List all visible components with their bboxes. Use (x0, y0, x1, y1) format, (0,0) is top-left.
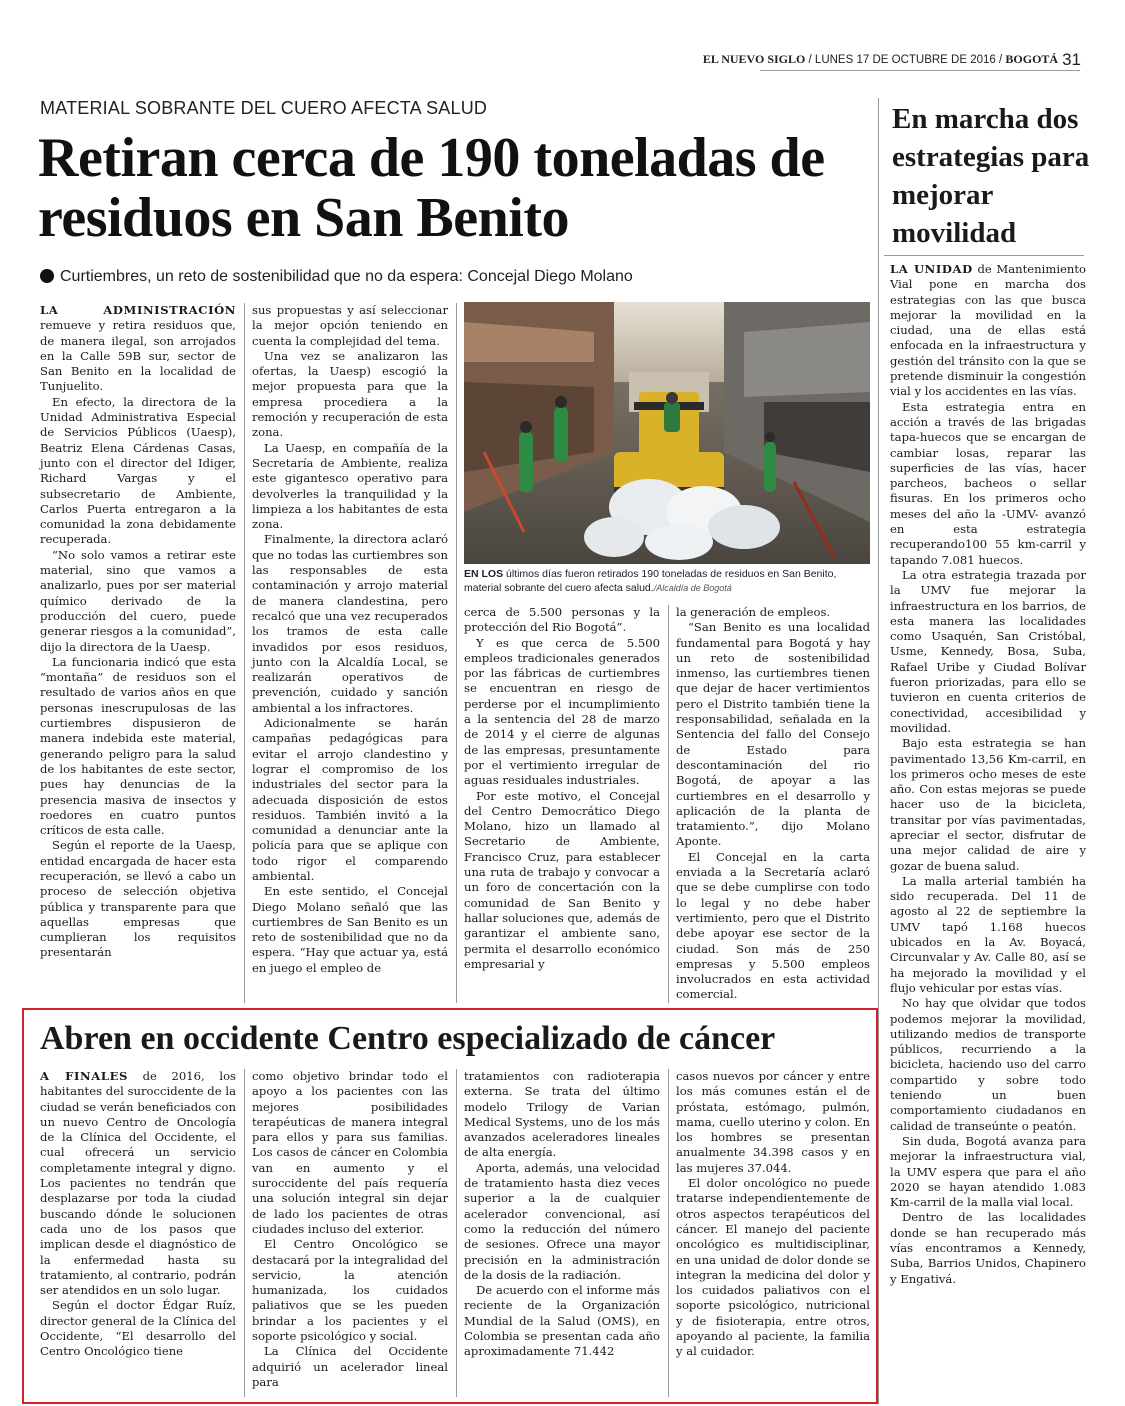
main-deck (40, 268, 633, 286)
column-divider (244, 303, 245, 1003)
paragraph: Según el reporte de la Uaesp, entidad encargada de hacer esta recuperación, se llevó a cabo un proceso de selección objetiva pública y transparente para que aquellas empresas que cumplieran los requisitos presentarán (40, 838, 236, 960)
paragraph: En efecto, la directora de la Unidad Administrativa Especial de Servicios Públicos (Uaesp), Beatriz Elena Cárdenas Casas, junto con el director del Idiger, Richard Vargas y el subsecretario de Ambiente, Carlos Puerta entregaron a la comunidad la zona debidamente recuperada. (40, 394, 236, 547)
paragraph: La otra estrategia trazada por la UMV fue mejorar la infraestructura en los barrios, de esta manera las localidades como Usaquén, San Cristóbal, Usme, Kennedy, Bosa, Suba, Rafael Uribe y Ciudad Bolívar fueron priorizadas, para ello se tuvieron en cuenta criterios de conectividad, accesibilidad y movilidad. (890, 567, 1086, 735)
paragraph: Según el doctor Édgar Ruíz, director general de la Clínica del Occidente, “El desarrollo del Centro Oncológico tiene (40, 1298, 236, 1359)
section-name: BOGOTÁ (1005, 52, 1059, 66)
photo-caption (464, 568, 870, 595)
paragraph: Y es que cerca de 5.500 empleos tradicionales generados por las fábricas de curtiembres se encuentran en riesgo de perderse por el incumplimiento a la sentencia del 28 de marzo de 2014 y el cierre de algunas de las empresas, presuntamente por el vertimiento irregular de aguas residuales industriales. (464, 635, 660, 788)
paragraph: la generación de empleos. (676, 605, 831, 619)
column-divider (668, 605, 669, 1003)
paragraph: Aporta, además, una velocidad de tratamiento hasta diez veces superior a la de cualquier acelerador convencional, así como la reducción del número de sesiones. Ofrece una mayor precisión en la administración de la dosis de la radiación. (464, 1160, 660, 1282)
paragraph: La Uaesp, en compañía de la Secretaría de Ambiente, realiza este gigantesco operativo para devolverles la tranquilidad y la limpieza a los habitantes de esta zona. (252, 440, 448, 532)
paragraph: LA UNIDAD de Mantenimiento Vial pone en marcha dos estrategias con las que busca mejorar la movilidad en la ciudad, una de ellas está enfocada en la infraestructura y gestión del tránsito con la que se pretende disminuir la congestión vial y los accidentes en las vías. (890, 262, 1086, 399)
paragraph: El dolor oncológico no puede tratarse independientemente de otros aspectos terapéuticos del cáncer. El manejo del paciente oncológico es multidisciplinar, en una unidad de dolor donde se integran la medicina del dolor y los cuidados paliativos con el soporte psicológico, nutricional y de fisioterapia, entre otros, apoyando al paciente, la familia y al cuidador. (676, 1176, 870, 1359)
running-head-rule (760, 70, 1080, 71)
issue-date: / LUNES 17 DE OCTUBRE DE 2016 / (805, 54, 1006, 66)
lead-in: A FINALES (40, 1069, 128, 1083)
box-column-4 (676, 1069, 870, 1360)
column-divider (668, 1069, 669, 1397)
paragraph: Finalmente, la directora aclaró que no todas las curtiembres son las responsables de esta contaminación y arrojo material de manera clandestina, pero recalcó que una vez recuperados los tramos de esta calle invadidos por esos residuos, junto con la Alcaldía Local, se realizarán operativos de prevención, cuidado y sanción ambiental a los infractores. (252, 532, 448, 715)
paragraph: Dentro de las localidades donde se han recuperado más vías encontramos a Kennedy, Suba, Barrios Unidos, Chapinero y Engativá. (890, 1210, 1086, 1286)
paragraph: tratamientos con radioterapia externa. Se trata del último modelo Trilogy de Varian Medical Systems, uno de los más avanzados aceleradores lineales de alta energía. (464, 1069, 660, 1160)
paragraph: Sin duda, Bogotá avanza para mejorar la infraestructura vial, la UMV espera que para el año 2020 se hayan atendido 1.083 Km-carril de la malla vial local. (890, 1133, 1086, 1210)
box-column-3 (464, 1069, 660, 1360)
article-photo (464, 302, 870, 564)
side-title-rule (884, 255, 1084, 256)
paragraph: como objetivo brindar todo el apoyo a los pacientes con las mejores posibilidades terapéuticas de manera integral para ellos y para sus familias. Los casos de cáncer en Colombia van en aumento y el suroccidente del país requería una solución integral sin dejar de lado los pacientes de otras ciudades incluso del exterior. (252, 1069, 448, 1236)
paragraph: Por este motivo, el Concejal del Centro Democrático Diego Molano, hizo un llamado al Secretario de Ambiente, Francisco Cruz, para establecer una ruta de trabajo y convocar a un foro de concertación con la comunidad de San Benito y hallar soluciones que, además de garantizar el ambiente sano, permita el desarrollo económico empresarial y (464, 788, 660, 971)
paragraph: LA ADMINISTRACIÓN remueve y retira residuos que, de manera ilegal, son arrojados en la Calle 59B sur, sector de San Benito en la localidad de Tunjuelito. (40, 303, 236, 394)
paragraph: La Clínica del Occidente adquirió un acelerador lineal para (252, 1344, 448, 1389)
paragraph: “San Benito es una localidad fundamental para Bogotá y hay un reto de sostenibilidad inmenso, las curtiembres tienen que dejar de hacer vertimientos pero el Distrito también tiene la responsabilidad, señalada en la Sentencia del fallo del Consejo de Estado para descontaminación del rio Bogotá, de apoyar a las curtiembres en el desarrollo y aplicación de la planta de tratamiento.”, dijo Molano Aponte. (676, 620, 870, 849)
page-number: 31 (1062, 50, 1081, 69)
photo-illustration (464, 302, 870, 564)
main-kicker: MATERIAL SOBRANTE DEL CUERO AFECTA SALUD (40, 98, 488, 118)
column-divider (456, 303, 457, 1003)
lead-in: LA ADMINISTRACIÓN (40, 303, 236, 317)
box-column-2 (252, 1069, 448, 1390)
paragraph: Bajo esta estrategia se han pavimentado 13,56 Km-carril, en los primeros ocho meses de este año. Con estas mejoras se puede hacer uso de la bicicleta, transitar por vías pavimentadas, apreciar el sector, disfrutar de una mejor calidad de aire y gozar de buena salud. (890, 736, 1086, 873)
paragraph: Esta estrategia entra en acción a través de las brigadas tapa-huecos que se encargan de cambiar losas, reparar las superficies de las vías, hacer parcheos, bacheos o sellar fisuras. En los primeros ocho meses del año la -UMV- avanzó en esta estrategia recuperando100 55 km-carril y tapando 7.081 huecos. (890, 399, 1086, 567)
paragraph: De acuerdo con el informe más reciente de la Organización Mundial de la Salud (OMS), en Colombia se presentan cada año aproximadamente 71.442 (464, 1283, 660, 1359)
deck-text: Curtiembres, un reto de sostenibilidad que no da espera: Concejal Diego Molano (60, 268, 633, 285)
paragraph: No hay que olvidar que todos podemos mejorar la movilidad, utilizando medios de transporte públicos, recurriendo a la bicicleta, haciendo uso del carro compartido y sobre todo teniendo un buen comportamiento ciudadanos en calidad de transeúnte o peatón. (890, 996, 1086, 1133)
main-headline: Retiran cerca de 190 toneladas de residuos en San Benito (38, 127, 825, 249)
main-column-3 (464, 605, 660, 972)
paragraph: La funcionaria indicó que esta “montaña” de residuos son el resultado de varios años en que personas inescrupulosas de las curtiembres dispusieron de manera indebida este material, generando peligro para la salud de los habitantes de este sector, pues hay denuncias de la presencia masiva de insectos y roedores en cuatro puntos críticos de esta calle. (40, 654, 236, 838)
paragraph: El Centro Oncológico se destacará por la integralidad del servicio, la atención humanizada, los cuidados paliativos que se les pueden brindar a los pacientes y el soporte psicológico y social. (252, 1237, 448, 1344)
box-headline: Abren en occidente Centro especializado de cáncer (40, 1020, 776, 1057)
paragraph: En este sentido, el Concejal Diego Molano señaló que las curtiembres de San Benito es un reto de sostenibilidad que no da espera. “Hay que actuar ya, está en juego el empleo de (252, 884, 448, 975)
caption-lead: EN LOS (464, 568, 504, 580)
running-head (703, 50, 1081, 70)
side-column (890, 262, 1086, 1287)
paragraph: Adicionalmente se harán campañas pedagógicas para evitar el arrojo clandestino y lograr el compromiso de los industriales del sector para la adecuada disposición de estos residuos. También invitó a la comunidad a denunciar ante la policía para que se aplique con todo rigor el comparendo ambiental. (252, 716, 448, 883)
bullet-icon (40, 269, 54, 283)
side-divider (878, 98, 879, 1404)
paragraph: La malla arterial también ha sido recuperada. Del 11 de agosto al 22 de septiembre la UMV tapó 1.168 huecos ubicados en la Av. Boyacá, Circunvalar y Av. Calle 80, así se ha mejorado la movilidad y el flujo vehicular por estas vías. (890, 873, 1086, 995)
box-column-1 (40, 1069, 236, 1360)
caption-text: últimos días fueron retirados 190 toneladas de residuos en San Benito, material sobrante del cuero afecta salud. (464, 568, 837, 594)
main-column-1 (40, 303, 236, 961)
paragraph: Una vez se analizaron las ofertas, la Uaesp) escogió la mejor propuesta para que la empresa procediera a la remoción y recuperación de esta zona. (252, 348, 448, 440)
paragraph: casos nuevos por cáncer y entre los más comunes están el de próstata, estómago, pulmón, mama, cuello uterino y colon. En los hombres se presentan anualmente 34.398 casos y en las mujeres 37.044. (676, 1069, 870, 1175)
lead-in: LA UNIDAD (890, 262, 973, 276)
paragraph: cerca de 5.500 personas y la protección del Rio Bogotá”. (464, 605, 660, 635)
column-divider (456, 1069, 457, 1397)
paragraph: El Concejal en la carta enviada a la Secretaría aclaró que se debe cumplirse con todo lo legal y no debe haber vertimiento, pero que el Distrito debe apoyar ese sector de la ciudad. Son más de 250 empresas y 5.500 empleos involucrados en esta actividad comercial. (676, 849, 870, 1002)
paragraph: “No solo vamos a retirar este material, sino que vamos a analizarlo, pues por ser material químico derivado de la producción del cuero, puede generar riesgos a la comunidad”, dijo la directora de la Uaesp. (40, 547, 236, 654)
column-divider (244, 1069, 245, 1397)
paragraph: A FINALES de 2016, los habitantes del suroccidente de la ciudad se verán beneficiados con un nuevo Centro de Oncología de la Clínica del Occidente, el cual ofrecerá un servicio completamente integral y digno. Los pacientes no tendrán que desplazarse por toda la ciudad buscando dónde le solucionen cada uno de los pasos que implican desde el diagnóstico de la enfermedad hasta su tratamiento, al contrario, podrán ser atendidos en un solo lugar. (40, 1069, 237, 1298)
paragraph: sus propuestas y así seleccionar la mejor opción teniendo en cuenta la complejidad del tema. (252, 303, 448, 348)
main-column-2 (252, 303, 448, 976)
paper-name: EL NUEVO SIGLO (702, 52, 806, 66)
photo-credit: /Alcaldía de Bogotá (653, 582, 732, 593)
side-headline: En marcha dos estrategias para mejorar movilidad (892, 103, 1090, 249)
main-column-4 (676, 605, 870, 1003)
